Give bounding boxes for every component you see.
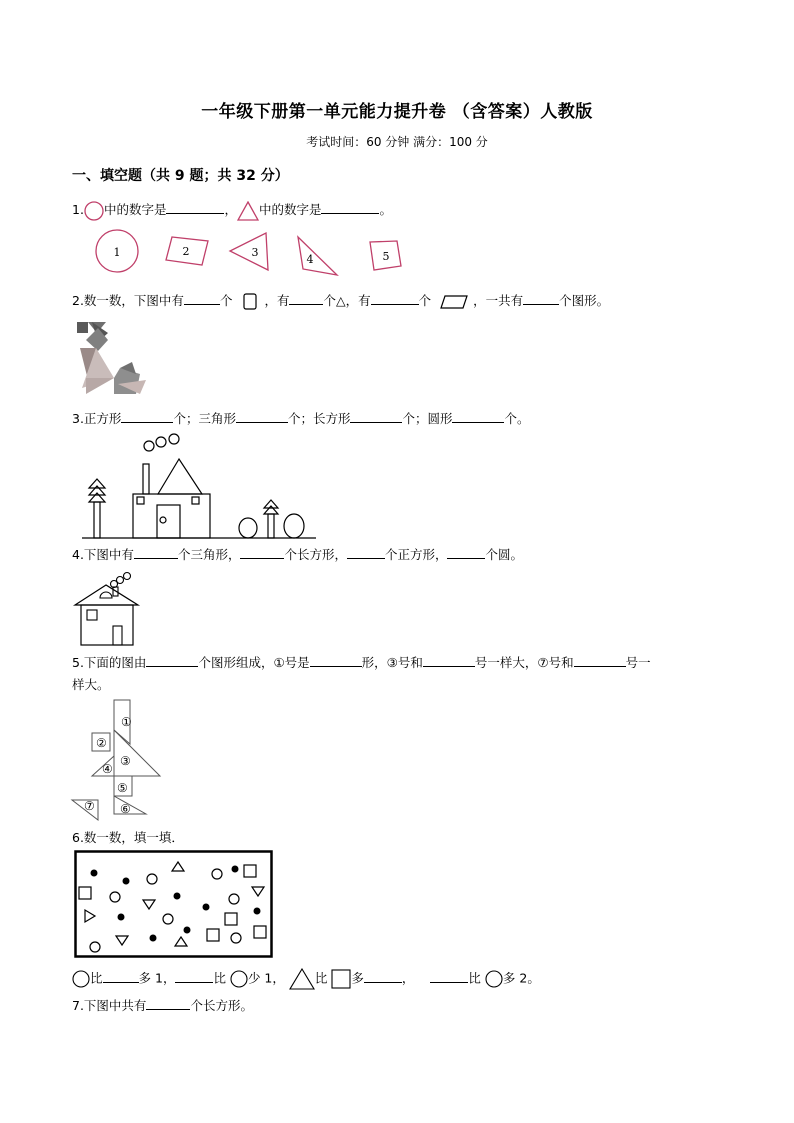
square-icon — [242, 293, 258, 311]
triangle-shape-icon — [237, 201, 259, 221]
svg-text:①: ① — [121, 715, 132, 729]
answer-blank[interactable] — [347, 546, 385, 559]
answer-blank[interactable] — [523, 292, 559, 305]
answer-blank[interactable] — [452, 410, 504, 423]
question-2: 2.数一数，下图中有 个 ，有 个△，有 个 ，一共有 个图形。 — [72, 291, 609, 311]
question-4: 4.下图中有 个三角形， 个长方形， 个正方形， 个圆。 — [72, 547, 523, 562]
question-1: 1. 中的数字是 ， 中的数字是 。 — [72, 200, 392, 221]
answer-blank[interactable] — [371, 292, 419, 305]
answer-blank[interactable] — [350, 410, 402, 423]
svg-text:4: 4 — [306, 253, 314, 266]
circle-shape-icon — [84, 201, 104, 221]
svg-text:5: 5 — [382, 250, 390, 263]
parallelogram-icon — [439, 294, 469, 310]
tangram-figure — [74, 318, 149, 398]
section-title: 一、填空题（共 9 题；共 32 分） — [72, 168, 289, 184]
tangram-bird-figure — [68, 696, 168, 826]
svg-text:②: ② — [96, 736, 107, 750]
answer-blank[interactable] — [236, 410, 288, 423]
page-title: 一年级下册第一单元能力提升卷 （含答案）人教版 — [201, 102, 593, 122]
shapes-count-box — [74, 850, 274, 960]
question-6-answers: 比 多 1， 比 少 1， 比 多 ， 比 多 2。 — [72, 968, 540, 990]
answer-blank[interactable] — [134, 546, 178, 559]
answer-blank[interactable] — [121, 410, 173, 423]
q1-shapes-figure — [90, 225, 420, 280]
question-number: 1. — [72, 202, 84, 217]
numbered-pentagon — [370, 241, 401, 270]
numbered-square — [166, 237, 208, 265]
question-6: 6.数一数，填一填． — [72, 830, 184, 845]
circle-icon — [72, 970, 90, 988]
answer-blank[interactable] — [423, 654, 475, 667]
answer-blank[interactable] — [166, 201, 224, 214]
question-7: 7.下图中共有 个长方形。 — [72, 998, 253, 1013]
answer-blank[interactable] — [364, 970, 402, 983]
answer-blank[interactable] — [146, 654, 198, 667]
circle-icon — [485, 970, 503, 988]
answer-blank[interactable] — [430, 970, 468, 983]
square-icon — [331, 969, 351, 989]
question-3: 3.正方形 个；三角形 个；长方形 个；圆形 个。 — [72, 411, 530, 426]
svg-text:1: 1 — [113, 246, 121, 259]
answer-blank[interactable] — [184, 292, 220, 305]
answer-blank[interactable] — [103, 970, 139, 983]
svg-text:2: 2 — [182, 245, 190, 258]
svg-text:③: ③ — [120, 754, 131, 768]
question-5-continued: 样大。 — [72, 677, 110, 692]
numbered-circle — [96, 230, 138, 272]
circle-icon — [230, 970, 248, 988]
exam-info: 考试时间：60 分钟 满分：100 分 — [306, 135, 488, 149]
answer-blank[interactable] — [240, 546, 284, 559]
answer-blank[interactable] — [574, 654, 626, 667]
triangle-icon — [289, 968, 315, 990]
answer-blank[interactable] — [175, 970, 213, 983]
numbered-triangle — [230, 233, 268, 270]
small-house-figure — [72, 568, 142, 648]
svg-text:⑦: ⑦ — [84, 799, 95, 813]
answer-blank[interactable] — [310, 654, 362, 667]
answer-blank[interactable] — [447, 546, 485, 559]
svg-text:④: ④ — [102, 762, 113, 776]
numbered-right-triangle — [298, 237, 337, 275]
question-5: 5.下面的图由 个图形组成，①号是 形，③号和 号一样大，⑦号和 号一 — [72, 655, 651, 670]
answer-blank[interactable] — [146, 997, 190, 1010]
svg-text:3: 3 — [251, 246, 259, 259]
house-scene-figure — [80, 430, 320, 542]
svg-text:⑥: ⑥ — [120, 802, 131, 816]
answer-blank[interactable] — [321, 201, 379, 214]
svg-text:⑤: ⑤ — [117, 781, 128, 795]
answer-blank[interactable] — [289, 292, 323, 305]
